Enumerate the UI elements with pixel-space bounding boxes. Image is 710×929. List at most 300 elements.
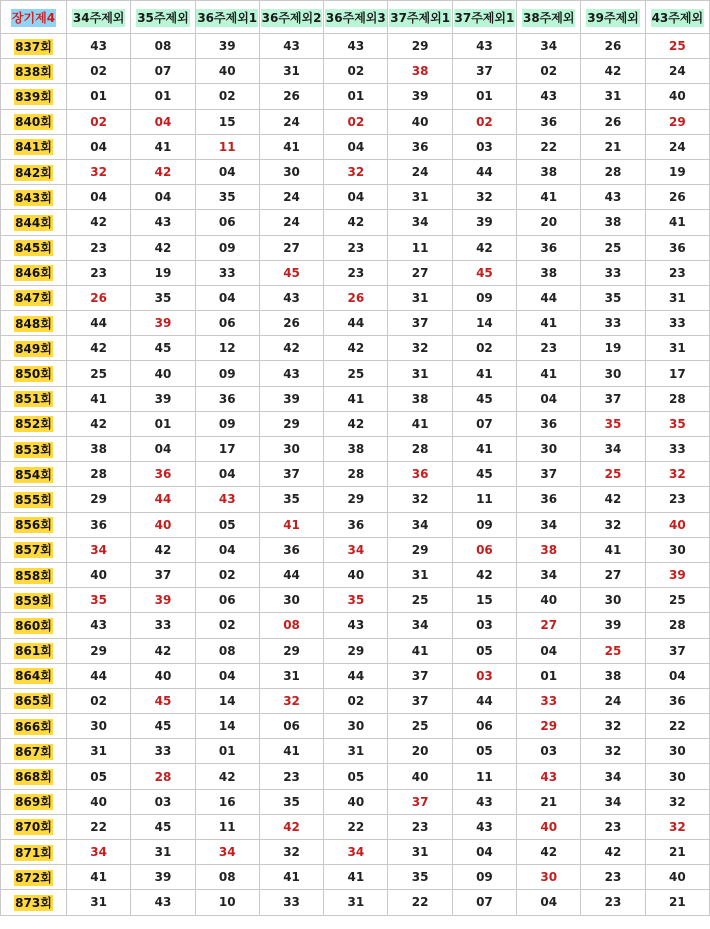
table-row	[1, 210, 710, 235]
header-cell-9	[581, 1, 645, 34]
round-cell	[1, 210, 67, 235]
number-cell: 16	[195, 789, 259, 814]
number-cell: 41	[581, 537, 645, 562]
number-cell: 41	[388, 411, 452, 436]
number-cell-highlighted: 11	[195, 134, 259, 159]
table-row	[1, 814, 710, 839]
header-cell-6	[388, 1, 452, 34]
number-cell: 38	[388, 386, 452, 411]
round-label: 866회	[15, 719, 52, 734]
number-cell: 30	[645, 739, 709, 764]
number-cell: 14	[195, 688, 259, 713]
number-cell: 32	[581, 739, 645, 764]
number-cell: 42	[67, 210, 131, 235]
number-cell-highlighted: 33	[517, 688, 581, 713]
number-cell: 26	[259, 84, 323, 109]
number-cell: 42	[324, 411, 388, 436]
number-cell: 36	[645, 688, 709, 713]
number-cell-highlighted: 43	[517, 764, 581, 789]
number-cell: 04	[324, 185, 388, 210]
number-cell-highlighted: 32	[324, 159, 388, 184]
number-cell: 02	[67, 59, 131, 84]
number-cell: 14	[195, 714, 259, 739]
number-cell: 28	[645, 386, 709, 411]
number-cell: 30	[324, 714, 388, 739]
number-cell: 42	[581, 487, 645, 512]
table-row	[1, 789, 710, 814]
number-cell: 23	[645, 260, 709, 285]
number-cell: 04	[67, 185, 131, 210]
number-cell: 45	[131, 714, 195, 739]
number-cell: 40	[195, 59, 259, 84]
number-cell: 24	[259, 210, 323, 235]
number-cell: 30	[645, 764, 709, 789]
number-cell: 43	[581, 185, 645, 210]
number-cell: 44	[517, 285, 581, 310]
number-cell: 40	[131, 663, 195, 688]
number-cell: 36	[645, 235, 709, 260]
number-cell-highlighted: 36	[388, 462, 452, 487]
number-cell: 41	[324, 386, 388, 411]
number-cell: 05	[195, 512, 259, 537]
number-cell: 33	[581, 311, 645, 336]
number-cell: 06	[259, 714, 323, 739]
number-cell: 01	[131, 84, 195, 109]
number-cell: 19	[645, 159, 709, 184]
round-cell	[1, 59, 67, 84]
number-cell: 41	[67, 386, 131, 411]
number-cell: 11	[195, 814, 259, 839]
number-cell: 37	[388, 663, 452, 688]
number-cell: 31	[388, 361, 452, 386]
number-cell: 35	[581, 285, 645, 310]
number-cell-highlighted: 45	[259, 260, 323, 285]
round-label: 858회	[15, 568, 52, 583]
number-cell: 35	[259, 487, 323, 512]
number-cell: 41	[452, 437, 516, 462]
table-row	[1, 34, 710, 59]
number-cell: 09	[195, 235, 259, 260]
number-cell-highlighted: 35	[324, 588, 388, 613]
number-cell: 24	[645, 59, 709, 84]
round-label: 869회	[15, 795, 52, 810]
number-cell: 33	[195, 260, 259, 285]
number-cell: 35	[195, 185, 259, 210]
number-cell: 31	[324, 739, 388, 764]
number-cell: 24	[581, 688, 645, 713]
number-cell: 19	[131, 260, 195, 285]
number-cell: 25	[645, 588, 709, 613]
table-row	[1, 537, 710, 562]
number-cell: 31	[645, 285, 709, 310]
round-cell	[1, 437, 67, 462]
number-cell: 42	[131, 537, 195, 562]
round-label: 860회	[15, 618, 52, 633]
header-label: 장기제4	[11, 10, 56, 25]
header-label: 37주제외1	[454, 10, 515, 25]
table-row	[1, 764, 710, 789]
number-cell: 36	[517, 487, 581, 512]
table-row	[1, 890, 710, 915]
number-cell: 29	[67, 487, 131, 512]
number-cell: 42	[67, 336, 131, 361]
number-cell: 32	[259, 840, 323, 865]
number-cell: 29	[388, 34, 452, 59]
table-row	[1, 487, 710, 512]
round-cell	[1, 764, 67, 789]
round-cell	[1, 109, 67, 134]
table-row	[1, 336, 710, 361]
number-cell: 34	[581, 764, 645, 789]
table-row	[1, 714, 710, 739]
number-cell: 31	[388, 285, 452, 310]
round-cell	[1, 159, 67, 184]
round-cell	[1, 739, 67, 764]
number-cell: 31	[388, 185, 452, 210]
round-cell	[1, 311, 67, 336]
number-cell: 30	[67, 714, 131, 739]
number-cell: 28	[67, 462, 131, 487]
round-label: 842회	[15, 165, 52, 180]
number-cell: 44	[259, 562, 323, 587]
number-cell: 43	[324, 613, 388, 638]
number-cell: 25	[67, 361, 131, 386]
round-label: 855회	[15, 492, 52, 507]
number-cell: 05	[324, 764, 388, 789]
table-row	[1, 562, 710, 587]
number-cell: 23	[517, 336, 581, 361]
number-cell: 26	[581, 34, 645, 59]
number-cell: 37	[388, 688, 452, 713]
number-cell: 21	[645, 890, 709, 915]
number-cell: 03	[452, 613, 516, 638]
number-cell: 15	[452, 588, 516, 613]
number-cell-highlighted: 34	[67, 537, 131, 562]
number-cell-highlighted: 34	[67, 840, 131, 865]
round-label: 837회	[15, 39, 52, 54]
table-row	[1, 235, 710, 260]
number-cell-highlighted: 43	[195, 487, 259, 512]
round-cell	[1, 84, 67, 109]
number-cell: 27	[259, 235, 323, 260]
number-cell: 31	[131, 840, 195, 865]
number-cell: 02	[195, 84, 259, 109]
number-cell: 19	[581, 336, 645, 361]
number-cell: 11	[388, 235, 452, 260]
number-cell: 36	[67, 512, 131, 537]
number-cell: 31	[67, 739, 131, 764]
number-cell: 40	[388, 764, 452, 789]
round-label: 839회	[15, 89, 52, 104]
header-label: 36주제외1	[197, 10, 258, 25]
number-cell: 05	[452, 638, 516, 663]
number-cell-highlighted: 32	[67, 159, 131, 184]
number-cell: 34	[581, 437, 645, 462]
number-cell: 43	[131, 890, 195, 915]
number-cell: 36	[259, 537, 323, 562]
number-cell: 30	[645, 537, 709, 562]
number-cell: 43	[452, 814, 516, 839]
round-label: 846회	[15, 266, 52, 281]
round-cell	[1, 487, 67, 512]
round-label: 844회	[15, 215, 52, 230]
number-cell: 01	[452, 84, 516, 109]
number-cell: 43	[259, 34, 323, 59]
round-cell	[1, 789, 67, 814]
number-cell: 45	[131, 814, 195, 839]
number-cell: 09	[452, 285, 516, 310]
number-cell-highlighted: 40	[517, 814, 581, 839]
number-cell: 39	[581, 613, 645, 638]
number-cell: 43	[67, 613, 131, 638]
round-cell	[1, 462, 67, 487]
number-cell: 34	[388, 210, 452, 235]
number-cell: 02	[67, 688, 131, 713]
number-cell: 42	[195, 764, 259, 789]
number-cell: 33	[259, 890, 323, 915]
number-cell: 23	[67, 260, 131, 285]
number-cell: 05	[452, 739, 516, 764]
round-label: 838회	[15, 64, 52, 79]
number-cell: 42	[581, 840, 645, 865]
number-cell: 08	[195, 638, 259, 663]
round-label: 871회	[15, 845, 52, 860]
header-label: 34주제외	[72, 10, 125, 25]
number-cell: 07	[452, 411, 516, 436]
number-cell: 31	[645, 336, 709, 361]
number-cell: 06	[195, 311, 259, 336]
number-cell: 22	[517, 134, 581, 159]
table-row	[1, 386, 710, 411]
number-cell-highlighted: 41	[259, 512, 323, 537]
number-cell: 21	[517, 789, 581, 814]
number-cell: 41	[388, 638, 452, 663]
table-row	[1, 185, 710, 210]
round-cell	[1, 361, 67, 386]
number-cell: 09	[452, 512, 516, 537]
header-cell-0	[1, 1, 67, 34]
number-cell: 41	[259, 865, 323, 890]
number-cell: 41	[517, 361, 581, 386]
number-cell-highlighted: 45	[452, 260, 516, 285]
number-cell-highlighted: 42	[131, 159, 195, 184]
round-label: 849회	[15, 341, 52, 356]
round-cell	[1, 34, 67, 59]
round-cell	[1, 638, 67, 663]
number-cell: 40	[131, 361, 195, 386]
number-cell: 33	[581, 260, 645, 285]
number-cell: 32	[452, 185, 516, 210]
round-label: 865회	[15, 694, 52, 709]
header-cell-3	[195, 1, 259, 34]
round-label: 841회	[15, 140, 52, 155]
number-cell: 34	[517, 512, 581, 537]
number-cell-highlighted: 02	[452, 109, 516, 134]
number-cell: 31	[388, 840, 452, 865]
number-cell: 36	[517, 235, 581, 260]
number-cell: 06	[195, 210, 259, 235]
table-row	[1, 663, 710, 688]
number-cell-highlighted: 34	[324, 537, 388, 562]
round-cell	[1, 411, 67, 436]
number-cell: 23	[581, 865, 645, 890]
number-cell: 04	[131, 437, 195, 462]
round-label: 872회	[15, 870, 52, 885]
number-cell-highlighted: 25	[645, 34, 709, 59]
number-cell: 30	[581, 588, 645, 613]
number-cell: 42	[67, 411, 131, 436]
header-cell-2	[131, 1, 195, 34]
number-cell: 11	[452, 487, 516, 512]
number-cell: 09	[195, 361, 259, 386]
number-cell-highlighted: 29	[645, 109, 709, 134]
number-cell: 31	[67, 890, 131, 915]
number-cell-highlighted: 29	[517, 714, 581, 739]
number-cell-highlighted: 25	[581, 462, 645, 487]
number-cell: 31	[581, 84, 645, 109]
number-cell: 41	[517, 185, 581, 210]
round-cell	[1, 840, 67, 865]
table-row	[1, 588, 710, 613]
round-cell	[1, 688, 67, 713]
number-cell: 36	[195, 386, 259, 411]
number-cell: 20	[517, 210, 581, 235]
number-cell: 22	[388, 890, 452, 915]
round-label: 845회	[15, 241, 52, 256]
number-cell: 35	[388, 865, 452, 890]
table-row	[1, 109, 710, 134]
number-cell-highlighted: 35	[67, 588, 131, 613]
number-cell-highlighted: 03	[452, 663, 516, 688]
number-cell: 44	[452, 159, 516, 184]
number-cell: 23	[388, 814, 452, 839]
round-cell	[1, 663, 67, 688]
number-cell: 24	[259, 185, 323, 210]
number-cell-highlighted: 35	[645, 411, 709, 436]
number-cell-highlighted: 45	[131, 688, 195, 713]
number-cell-highlighted: 34	[324, 840, 388, 865]
number-cell: 28	[388, 437, 452, 462]
number-cell: 38	[517, 260, 581, 285]
number-cell: 40	[388, 109, 452, 134]
number-cell: 28	[645, 613, 709, 638]
number-cell: 41	[324, 865, 388, 890]
number-cell: 26	[259, 311, 323, 336]
number-cell: 42	[259, 336, 323, 361]
number-cell: 02	[195, 613, 259, 638]
number-cell: 41	[131, 134, 195, 159]
number-cell: 24	[259, 109, 323, 134]
number-cell: 32	[581, 512, 645, 537]
round-label: 840회	[15, 115, 52, 130]
header-label: 39주제외	[587, 10, 639, 25]
number-cell: 40	[67, 562, 131, 587]
number-cell-highlighted: 02	[324, 109, 388, 134]
round-label: 870회	[15, 820, 52, 835]
number-cell-highlighted: 37	[388, 789, 452, 814]
number-cell: 22	[324, 814, 388, 839]
header-label: 38주제외	[522, 10, 575, 25]
number-cell: 29	[259, 638, 323, 663]
number-cell: 41	[259, 739, 323, 764]
number-cell: 38	[517, 159, 581, 184]
number-cell: 41	[517, 311, 581, 336]
table-row	[1, 437, 710, 462]
number-cell: 33	[645, 311, 709, 336]
number-cell: 04	[67, 134, 131, 159]
number-cell: 42	[581, 59, 645, 84]
number-cell: 24	[645, 134, 709, 159]
number-cell: 40	[517, 588, 581, 613]
number-cell: 22	[645, 714, 709, 739]
table-row	[1, 840, 710, 865]
number-cell: 02	[324, 59, 388, 84]
number-cell: 20	[388, 739, 452, 764]
table-row	[1, 411, 710, 436]
table-row	[1, 739, 710, 764]
number-cell: 03	[517, 739, 581, 764]
header-cell-8	[517, 1, 581, 34]
number-cell: 28	[324, 462, 388, 487]
number-cell: 04	[324, 134, 388, 159]
round-label: 847회	[15, 291, 52, 306]
number-cell: 38	[67, 437, 131, 462]
number-cell-highlighted: 34	[195, 840, 259, 865]
number-cell-highlighted: 38	[517, 537, 581, 562]
number-cell: 21	[645, 840, 709, 865]
number-cell: 22	[67, 814, 131, 839]
number-cell: 02	[517, 59, 581, 84]
number-cell-highlighted: 02	[67, 109, 131, 134]
round-cell	[1, 814, 67, 839]
number-cell: 01	[195, 739, 259, 764]
number-cell: 01	[67, 84, 131, 109]
number-cell-highlighted: 40	[131, 512, 195, 537]
number-cell-highlighted: 27	[517, 613, 581, 638]
number-cell: 40	[324, 789, 388, 814]
header-label: 35주제외	[137, 10, 189, 25]
round-cell	[1, 562, 67, 587]
number-cell: 37	[452, 59, 516, 84]
number-cell: 01	[131, 411, 195, 436]
number-cell: 34	[581, 789, 645, 814]
round-cell	[1, 588, 67, 613]
number-cell: 09	[452, 865, 516, 890]
number-cell: 03	[452, 134, 516, 159]
round-label: 873회	[15, 895, 52, 910]
number-cell: 12	[195, 336, 259, 361]
number-cell: 04	[195, 285, 259, 310]
number-cell: 39	[131, 386, 195, 411]
number-cell: 34	[388, 512, 452, 537]
number-cell-highlighted: 04	[131, 109, 195, 134]
number-cell: 23	[67, 235, 131, 260]
number-cell: 04	[131, 185, 195, 210]
number-cell: 43	[67, 34, 131, 59]
table-row	[1, 59, 710, 84]
number-cell: 37	[131, 562, 195, 587]
number-cell: 04	[517, 386, 581, 411]
number-cell: 29	[67, 638, 131, 663]
round-cell	[1, 512, 67, 537]
number-cell: 15	[195, 109, 259, 134]
number-cell: 23	[581, 890, 645, 915]
number-cell: 32	[388, 487, 452, 512]
number-cell: 44	[324, 663, 388, 688]
table-row	[1, 159, 710, 184]
number-cell: 30	[259, 588, 323, 613]
number-cell: 30	[259, 159, 323, 184]
